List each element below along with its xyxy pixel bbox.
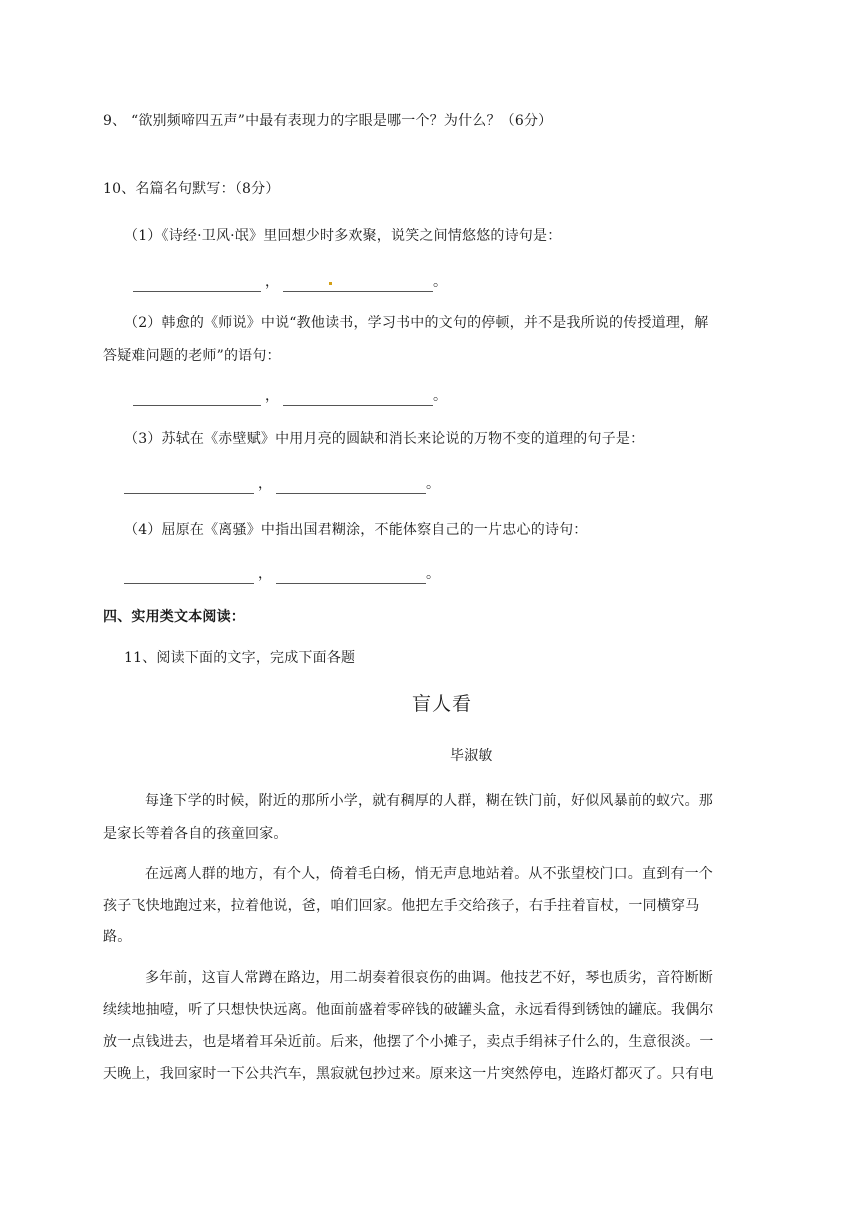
comma: ， bbox=[258, 476, 272, 492]
paragraph-1-line-2: 是家长等着各自的孩童回家。 bbox=[103, 826, 288, 842]
answer-line-1 bbox=[133, 272, 447, 292]
section-4-heading: 四、实用类文本阅读： bbox=[103, 609, 245, 625]
question-10-item-2-line-2: 答疑难问题的老师”的语句： bbox=[103, 348, 281, 364]
answer-line-2 bbox=[133, 386, 447, 406]
question-10-item-3: （3）苏轼在《赤壁赋》中用月亮的圆缺和消长来论说的万物不变的道理的句子是： bbox=[124, 431, 645, 447]
paragraph-3-line-1: 多年前，这盲人常蹲在路边，用二胡奏着很哀伤的曲调。他技艺不好，琴也质劣，音符断断 bbox=[145, 970, 713, 986]
period: 。 bbox=[426, 566, 440, 582]
paragraph-2-line-1: 在远离人群的地方，有个人，倚着毛白杨，悄无声息地站着。从不张望校门口。直到有一个 bbox=[145, 866, 713, 882]
question-10-item-2-line-1: （2）韩愈的《师说》中说“教他读书，学习书中的文句的停顿，并不是我所说的传授道理，解 bbox=[124, 315, 709, 331]
paragraph-3-line-4: 天晚上，我回家时一下公共汽车，黑寂就包抄过来。原来这一片突然停电，连路灯都灭了。只有电 bbox=[103, 1066, 714, 1082]
answer-line-4 bbox=[124, 564, 440, 584]
blank-field[interactable] bbox=[124, 481, 254, 494]
question-11: 11、阅读下面的文字，完成下面各题 bbox=[124, 650, 356, 666]
question-9: 9、 “欲别频啼四五声”中最有表现力的字眼是哪一个？为什么？（6分） bbox=[103, 113, 553, 129]
period: 。 bbox=[433, 274, 447, 290]
paragraph-3-line-2: 续续地抽噎，听了只想快快远离。他面前盛着零碎钱的破罐头盒，永远看得到锈蚀的罐底。我偶尔 bbox=[103, 1002, 714, 1018]
blank-field[interactable] bbox=[133, 393, 261, 406]
question-10-heading: 10、名篇名句默写：（8分） bbox=[103, 181, 280, 197]
period: 。 bbox=[426, 476, 440, 492]
article-title: 盲人看 bbox=[412, 693, 473, 715]
comma: ， bbox=[265, 274, 279, 290]
question-10-item-4: （4）屈原在《离骚》中指出国君糊涂，不能体察自己的一片忠心的诗句： bbox=[124, 522, 588, 538]
period: 。 bbox=[433, 388, 447, 404]
blank-field[interactable] bbox=[276, 571, 426, 584]
paragraph-3-line-3: 放一点钱进去，也是堵着耳朵近前。后来，他摆了个小摊子，卖点手绢袜子什么的，生意很淡。一 bbox=[103, 1034, 714, 1050]
blank-field[interactable] bbox=[124, 571, 254, 584]
question-10-item-1: （1）《诗经·卫风·氓》里回想少时多欢聚，说笑之间情悠悠的诗句是： bbox=[124, 228, 562, 244]
paragraph-2-line-3: 路。 bbox=[103, 929, 132, 945]
answer-line-3 bbox=[124, 474, 440, 494]
paragraph-2-line-2: 孩子飞快地跑过来，拉着他说，爸，咱们回家。他把左手交给孩子，右手拄着盲杖，一同横穿马 bbox=[103, 898, 700, 914]
comma: ， bbox=[265, 388, 279, 404]
article-author: 毕淑敏 bbox=[450, 748, 493, 764]
comma: ， bbox=[258, 566, 272, 582]
blank-field[interactable] bbox=[133, 279, 261, 292]
stray-mark bbox=[329, 282, 332, 285]
blank-field[interactable] bbox=[283, 279, 433, 292]
blank-field[interactable] bbox=[283, 393, 433, 406]
paragraph-1-line-1: 每逢下学的时候，附近的那所小学，就有稠厚的人群，糊在铁门前，好似风暴前的蚁穴。那 bbox=[145, 793, 713, 809]
blank-field[interactable] bbox=[276, 481, 426, 494]
